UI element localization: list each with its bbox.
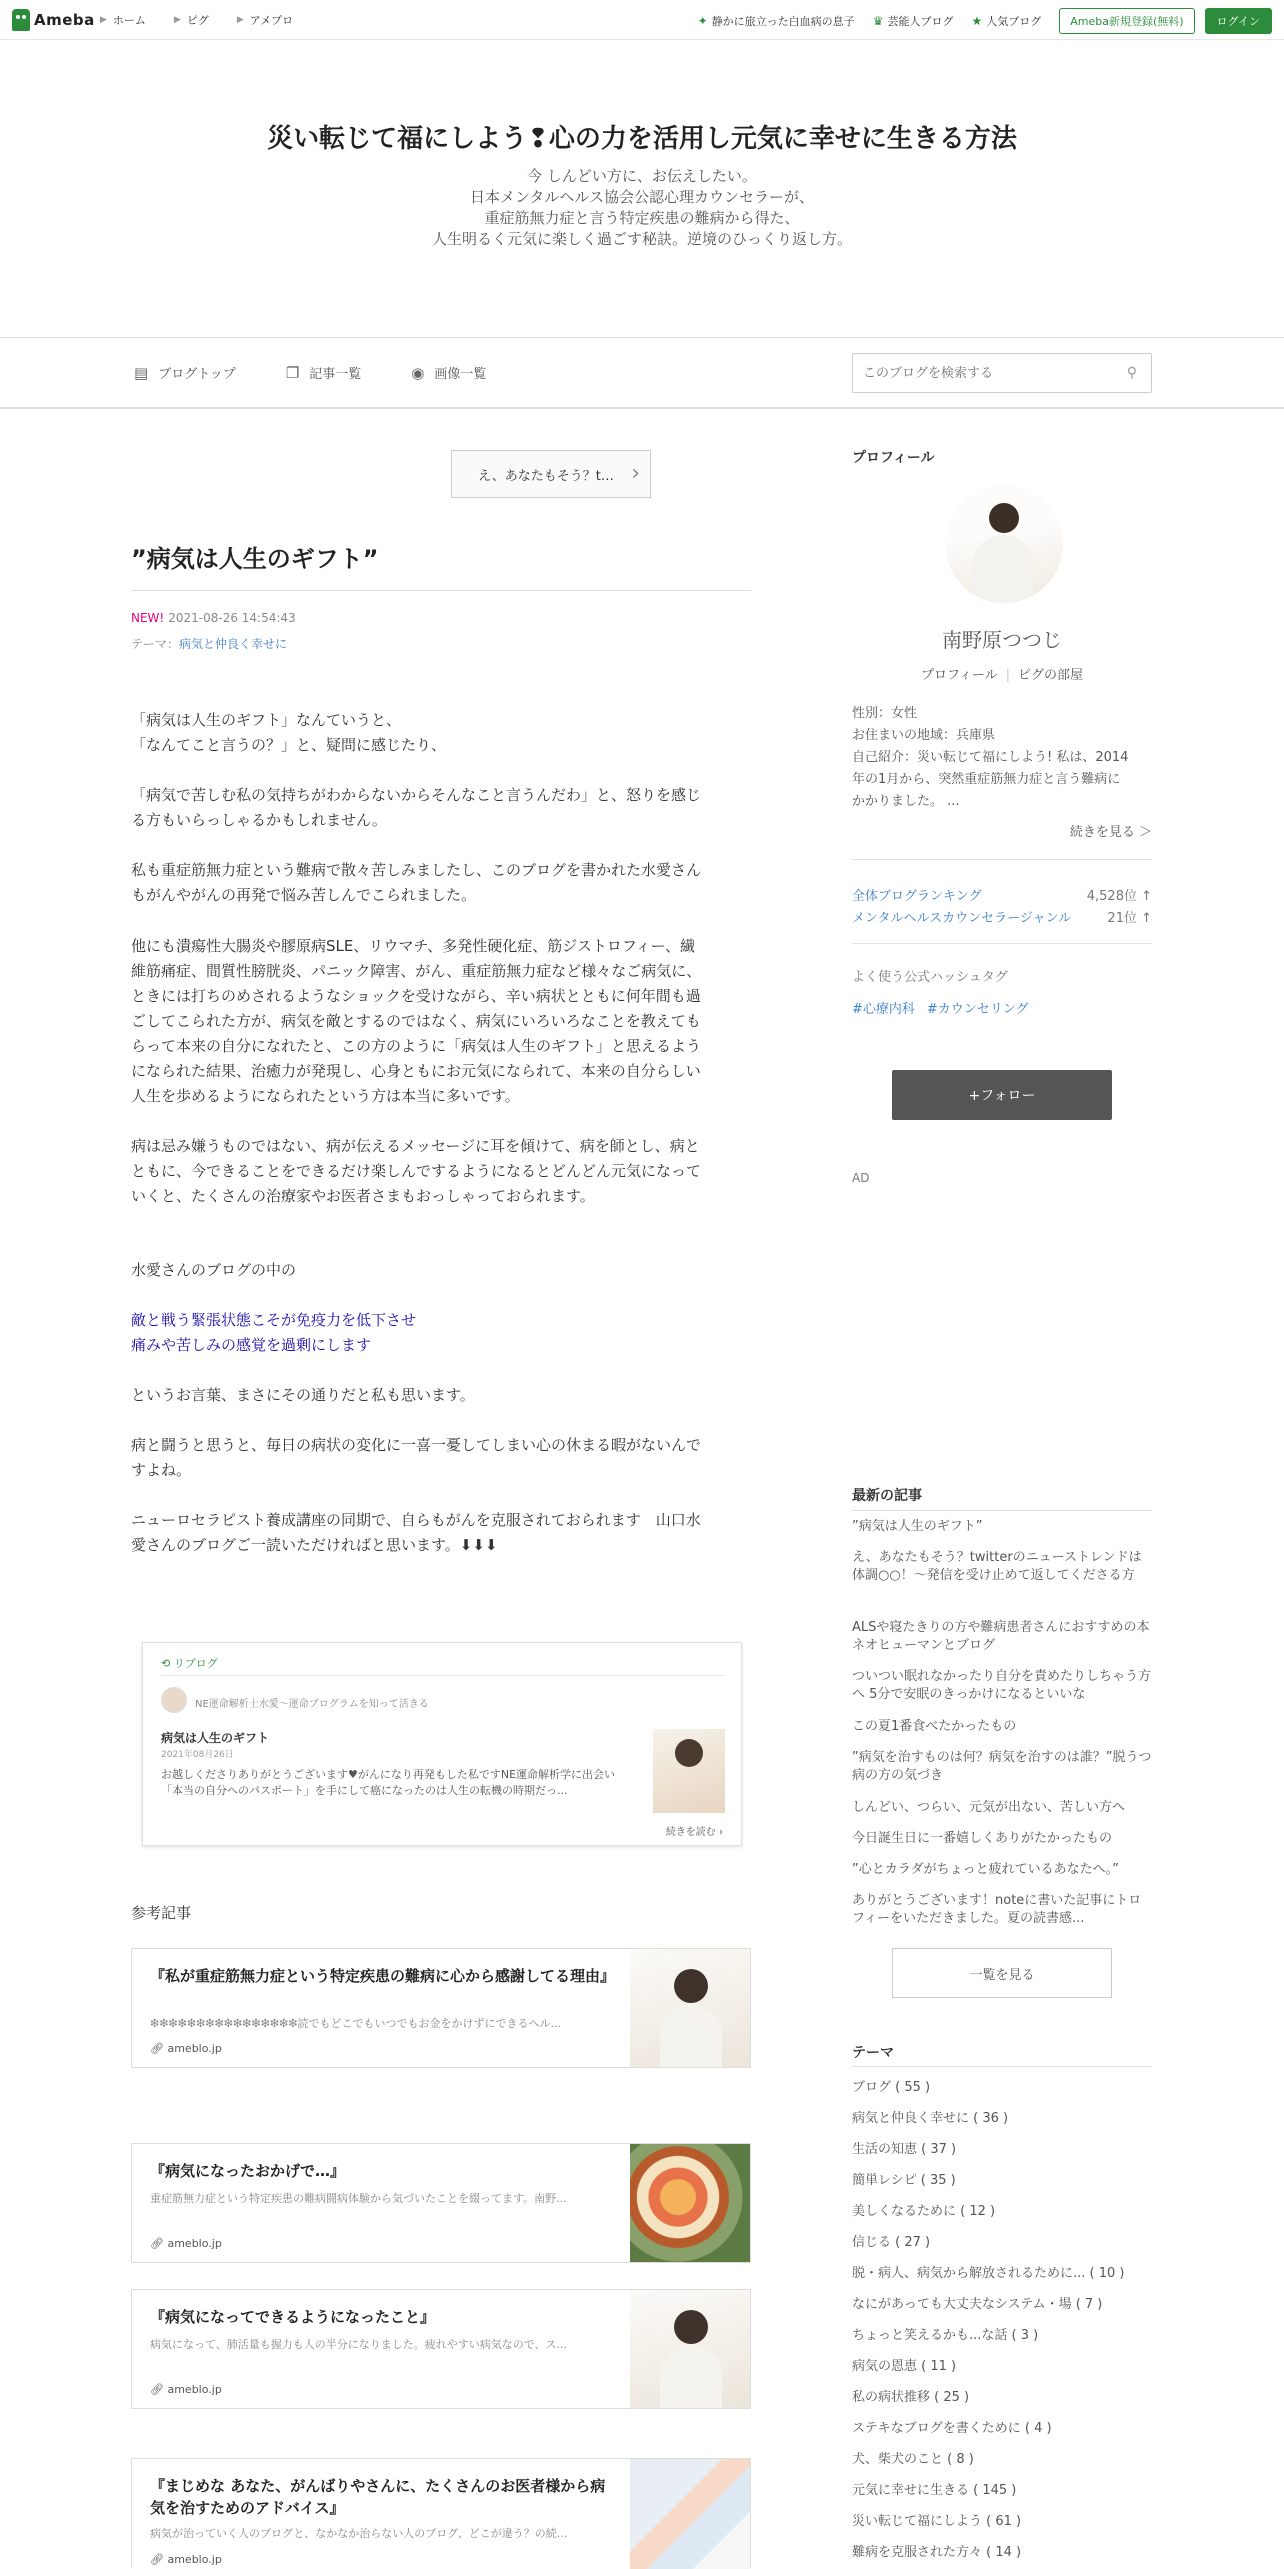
paragraph: ニューロセラピスト養成講座の同期で、自らもがんを克服されておられます 山口水 愛さんのブログご一読いただければと思います。⬇⬇⬇ [131,1511,701,1554]
celebrity-blog-link[interactable]: ♛ 芸能人ブログ [872,14,954,28]
chevron-right-icon: › [719,1827,723,1838]
recent-article[interactable]: ありがとうございます！noteに書いた記事にトロフィーをいただきました。夏の読書感... [852,1893,1142,1926]
sparkle-icon: ✦ [697,14,708,28]
theme-item[interactable]: 病気と仲良く幸せに ( 36 ) [852,2111,1009,2126]
divider [852,943,1152,944]
crown-icon: ♛ [872,14,884,28]
paragraph: 水愛さんのブログの中の [131,1261,297,1279]
chevron-right-icon: ▶ [173,15,181,25]
theme-item[interactable]: 信じる ( 27 ) [852,2235,931,2250]
avatar [161,1687,187,1713]
paragraph: 病と闘うと思うと、毎日の病状の変化に一喜一憂してしまい心の休まる暇がないんで すよね。 [131,1436,702,1479]
reference-thumbnail [630,2144,750,2262]
link-icon: 🔗︎ [150,2553,164,2566]
reblog-icon: ⟲ [161,1657,171,1670]
divider [131,590,751,591]
theme-item[interactable]: ブログ ( 55 ) [852,2080,931,2095]
profile-info: 性別：女性 お住まいの地域：兵庫県 自己紹介：災い転じて福にしよう! 私は、2014 年の1月から、突然重症筋無力症と言う難病に かかりました。 ... [852,706,1129,809]
reference-card[interactable]: 『病気になったおかげで…』 重症筋無力症という特定疾患の難病闘病体験から気づいたことを綴ってます。南野... 🔗︎ ameblo.jp [131,2143,751,2263]
reference-heading: 参考記事 [131,1904,192,1922]
hashtag[interactable]: #カウンセリング [926,1002,1029,1017]
blog-header [0,40,1284,337]
profile-avatar[interactable] [945,485,1063,603]
search-input[interactable] [853,354,1103,392]
divider [852,859,1152,860]
top-bar [0,0,1284,40]
popular-blog-link[interactable]: ★ 人気ブログ [971,14,1042,28]
blog-description: 今 しんどい方に、お伝えしたい。 日本メンタルヘルス協会公認心理カウンセラーが、 重症筋無力症と言う特定疾患の難病から得た、 人生明るく元気に楽しく過ごす秘訣。逆境のひっくり返し方。 [431,167,852,248]
paragraph: 他にも潰瘍性大腸炎や膠原病SLE、リウマチ、多発性硬化症、筋ジストロフィー、繊 維筋痛症、間質性膀胱炎、パニック障害、がん、重症筋無力症など様々なご病気に、 ときには打ちのめされるようなショックを受けながら、辛い病状とともに何年間も過 ごしてこられた方が、病気を敵とするのではなく、病気にいろいろなことを教えても らって本来の自分になれたと、この方のように「病気は人生のギフト」と思えるよう になられた結果、治癒力が発現し、心身ともにお元気になられて、本来の自分らしい 人生を歩めるようになられたという方は本当に多いです。 [131,937,702,1105]
profile-name[interactable]: 南野原つつじ [942,628,1062,652]
reference-thumbnail [630,1949,750,2067]
ameba-logo-icon [12,9,30,31]
theme-heading: テーマ [852,2045,894,2061]
copy-icon: ❐ [285,363,300,382]
paragraph: 「病気は人生のギフト」なんていうと、 「なんてこと言うの？」と、疑問に感じたり、 [131,711,447,754]
profile-links: プロフィール | ピグの部屋 [920,668,1084,683]
recent-article[interactable]: ”病気を治すものは何？病気を治すのは誰？”脱うつ病の方の気づき [852,1750,1152,1783]
pigg-room-link[interactable]: ピグの部屋 [1018,668,1084,683]
theme-item[interactable]: 難病を克服された方々 ( 14 ) [852,2545,1022,2560]
recent-article[interactable]: ALSや寝たきりの方や難病患者さんにおすすめの本ネオヒューマンとブログ [852,1620,1150,1653]
recent-article[interactable]: え、あなたもそう？twitterのニューストレンドは体調○○！～発信を受け止めて返してくださる方 [852,1550,1142,1583]
reblog-date: 2021年08月26日 [161,1750,234,1760]
divider [161,1675,725,1676]
new-badge: NEW! [131,611,165,625]
paragraph: というお言葉、まさにその通りだと私も思います。 [131,1386,475,1404]
top-nav [100,12,293,28]
profile-more-link[interactable]: 続きを見る ＞ [1069,825,1152,840]
theme-item[interactable]: 私の病状推移 ( 25 ) [852,2390,970,2405]
menu-image-list[interactable]: ◉ 画像一覧 [411,363,487,382]
chevron-right-icon: ▶ [100,15,107,25]
star-icon: ★ [971,14,983,28]
hashtag-list [852,998,1029,1017]
camera-icon: ◉ [411,363,425,382]
paragraph: 病は忌み嫌うものではない、病が伝えるメッセージに耳を傾けて、病を師とし、病と ともに、今できることをできるだけ楽しんでするようになるとどんどん元気になって いくと、たくさんの治療家やお医者さまもおっしゃっておられます。 [131,1137,702,1205]
chevron-right-icon: ▶ [236,15,244,25]
document-icon: ▤ [134,363,149,382]
hashtag-heading: よく使う公式ハッシュタグ [852,970,1008,985]
entry-theme: テーマ：病気と仲良く幸せに [131,637,288,651]
blog-menu-bar [0,337,1284,409]
follow-button[interactable]: +フォロー [892,1070,1112,1120]
blog-search [852,353,1152,393]
top-right [698,8,1272,34]
blog-title[interactable]: 災い転じて福にしよう❢心の力を活用し元気に幸せに生きる方法 [267,124,1017,154]
theme-item[interactable]: ステキなブログを書くために ( 4 ) [852,2421,1052,2436]
hashtag[interactable]: #心療内科 [852,1002,915,1017]
reference-card[interactable]: 『まじめな あなた、がんばりやさんに、たくさんのお医者様から病気を治すためのアドバイス』 病気が治っていく人のブログと、なかなか治らない人のブログ、どこが違う？の続... 🔗︎ ameblo.jp [131,2458,751,2568]
theme-item[interactable]: 災い転じて福にしよう ( 61 ) [852,2514,1022,2529]
recent-heading: 最新の記事 [852,1488,922,1504]
menu-article-list[interactable]: ❐ 記事一覧 [285,363,362,382]
menu-blog-top[interactable]: ▤ ブログトップ [134,363,236,382]
recent-article[interactable]: しんどい、つらい、元気が出ない、苦しい方へ [852,1800,1126,1815]
theme-item[interactable]: 病気の恩恵 ( 11 ) [852,2359,957,2374]
recent-article[interactable]: 今日誕生日に一番嬉しくありがたかったもの [852,1831,1113,1846]
theme-item[interactable]: 犬、柴犬のこと ( 8 ) [852,2452,974,2467]
reference-card[interactable]: 『私が重症筋無力症という特定疾患の難病に心から感謝してる理由』 ❇❇❇❇❇❇❇❇❇❇❇❇❇❇❇❇読でもどこでもいつでもお金をかけずにできるヘル... 🔗︎ ameblo.jp [131,1948,751,2068]
chevron-right-icon: › [631,461,640,486]
read-more-link[interactable]: 続きを読む › [665,1827,723,1838]
profile-heading: プロフィール [852,450,935,466]
ranking-genre[interactable]: メンタルヘルスカウンセラージャンル 21位 ↑ [852,911,1152,926]
divider [852,2066,1152,2067]
reference-thumbnail [630,2290,750,2408]
login-button[interactable]: ログイン [1205,8,1272,34]
nav-amepro[interactable]: ▶ アメプロ [236,14,294,27]
recent-article[interactable]: ついつい眠れなかったり自分を責めたりしちゃう方へ 5分で安眠のきっかけになるといいな [852,1669,1152,1702]
reblog-excerpt: お越しくださりありがとうございます♥がんになり再発もした私ですNE運命解析学に出会い「本当の自分へのパスポート」を手にして癌になったのは人生の転機の時期だっ... [161,1768,616,1797]
nav-pigg[interactable]: ▶ ピグ [173,14,209,27]
paragraph: 私も重症筋無力症という難病で散々苦しみましたし、このブログを書かれた水愛さん もがんやがんの再発で悩み苦しんでこられました。 [131,861,702,904]
reblog-card[interactable] [142,1642,742,1846]
reblog-label: ⟲ リブログ [161,1657,218,1670]
ranking-overall[interactable]: 全体ブログランキング 4,528位 ↑ [852,889,1152,904]
reblog-thumbnail [653,1729,725,1813]
prev-article-button[interactable]: え、あなたもそう？t… › [451,450,651,498]
reblog-author: NE運命解析士水愛〜運命プログラムを知って活きる [195,1699,429,1710]
reference-card[interactable]: 『病気になってできるようになったこと』 病気になって、肺活量も握力も人の半分になりました。疲れやすい病気なので、ス... 🔗︎ ameblo.jp [131,2289,751,2409]
view-all-button[interactable]: 一覧を見る [892,1948,1112,1998]
featured-blog-link[interactable]: ✦ 静かに旅立った白血病の息子 [697,14,855,28]
theme-item[interactable]: ちょっと笑えるかも...な話 ( 3 ) [852,2328,1039,2343]
theme-item[interactable]: 脱・病人、病気から解放されるために... ( 10 ) [852,2266,1125,2281]
ad-label: AD [852,1171,870,1185]
recent-article[interactable]: この夏1番食べたかったもの [852,1719,1017,1734]
profile-link[interactable]: プロフィール [920,668,998,683]
nav-home[interactable]: ▶ ホーム [100,14,146,27]
paragraph: 「病気で苦しむ私の気持ちがわからないからそんなこと言うんだわ」と、怒りを感じ る方もいらっしゃるかもしれません。 [131,786,702,829]
entry-date: NEW! 2021-08-26 14:54:43 [131,611,296,625]
link-icon: 🔗︎ [150,2042,164,2055]
divider [852,1510,1152,1511]
ameba-logo[interactable]: Ameba [12,9,95,31]
recent-article[interactable]: ”心とカラダがちょっと疲れているあなたへ。” [852,1862,1119,1877]
link-icon: 🔗︎ [150,2237,164,2250]
search-icon[interactable]: ⚲ [1126,365,1137,381]
recent-article[interactable]: ”病気は人生のギフト” [852,1519,983,1534]
reblog-title: 病気は人生のギフト [161,1731,270,1745]
theme-item[interactable]: 生活の知恵 ( 37 ) [852,2142,957,2157]
entry-title[interactable]: ”病気は人生のギフト” [131,545,379,573]
link-icon: 🔗︎ [150,2383,164,2396]
theme-item[interactable]: 元気に幸せに生きる ( 145 ) [852,2483,1017,2498]
quote: 敵と戦う緊張状態こそが免疫力を低下させ 痛みや苦しみの感覚を過剰にします [131,1311,417,1354]
reference-thumbnail [630,2459,750,2569]
theme-item[interactable]: なにがあっても大丈夫なシステム・場 ( 7 ) [852,2297,1103,2312]
theme-link[interactable]: 病気と仲良く幸せに [179,637,288,651]
theme-item[interactable]: 簡単レシピ ( 35 ) [852,2173,956,2188]
theme-item[interactable]: 美しくなるために ( 12 ) [852,2204,996,2219]
signup-button[interactable]: Ameba新規登録(無料) [1059,8,1194,34]
